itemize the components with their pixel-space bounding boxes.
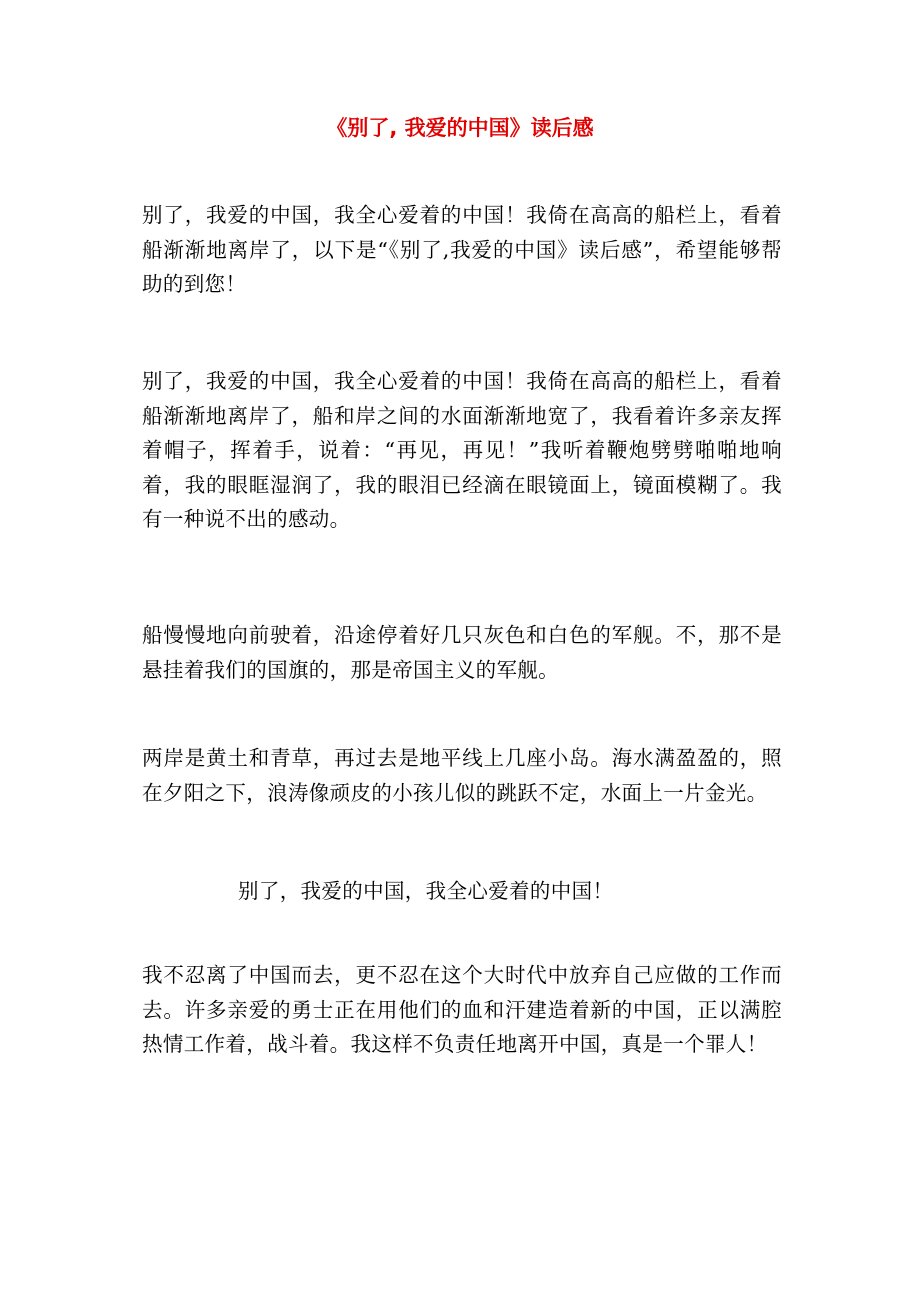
paragraph-refrain: 别了，我爱的中国，我全心爱着的中国！ bbox=[238, 879, 614, 903]
paragraph-reluctance: 我不忍离了中国而去，更不忍在这个大时代中放弃自己应做的工作而去。许多亲爱的勇士正在用他们的血和汗建造着新的中国，正以满腔热情工作着，战斗着。我这样不负责任地离开中国，真是一个罪人！ bbox=[142, 963, 782, 1057]
paragraph-warships: 船慢慢地向前驶着，沿途停着好几只灰色和白色的军舰。不，那不是悬挂着我们的国旗的，那是帝国主义的军舰。 bbox=[142, 623, 782, 682]
paragraph-shores: 两岸是黄土和青草，再过去是地平线上几座小岛。海水满盈盈的，照在夕阳之下，浪涛像顽皮的小孩儿似的跳跃不定，水面上一片金光。 bbox=[142, 746, 782, 805]
paragraph-farewell: 别了，我爱的中国，我全心爱着的中国！我倚在高高的船栏上，看着船渐渐地离岸了，船和岸之间的水面渐渐地宽了，我看着许多亲友挥着帽子，挥着手，说着：“再见，再见！”我听着鞭炮劈劈啪啪地响着，我的眼眶湿润了，我的眼泪已经滴在眼镜面上，镜面模糊了。我有一种说不出的感动。 bbox=[142, 369, 782, 532]
document-title: 《别了, 我爱的中国》读后感 bbox=[326, 116, 594, 140]
paragraph-intro: 别了，我爱的中国，我全心爱着的中国！我倚在高高的船栏上，看着船渐渐地离岸了，以下是“《别了,我爱的中国》读后感”，希望能够帮助的到您！ bbox=[142, 203, 782, 297]
